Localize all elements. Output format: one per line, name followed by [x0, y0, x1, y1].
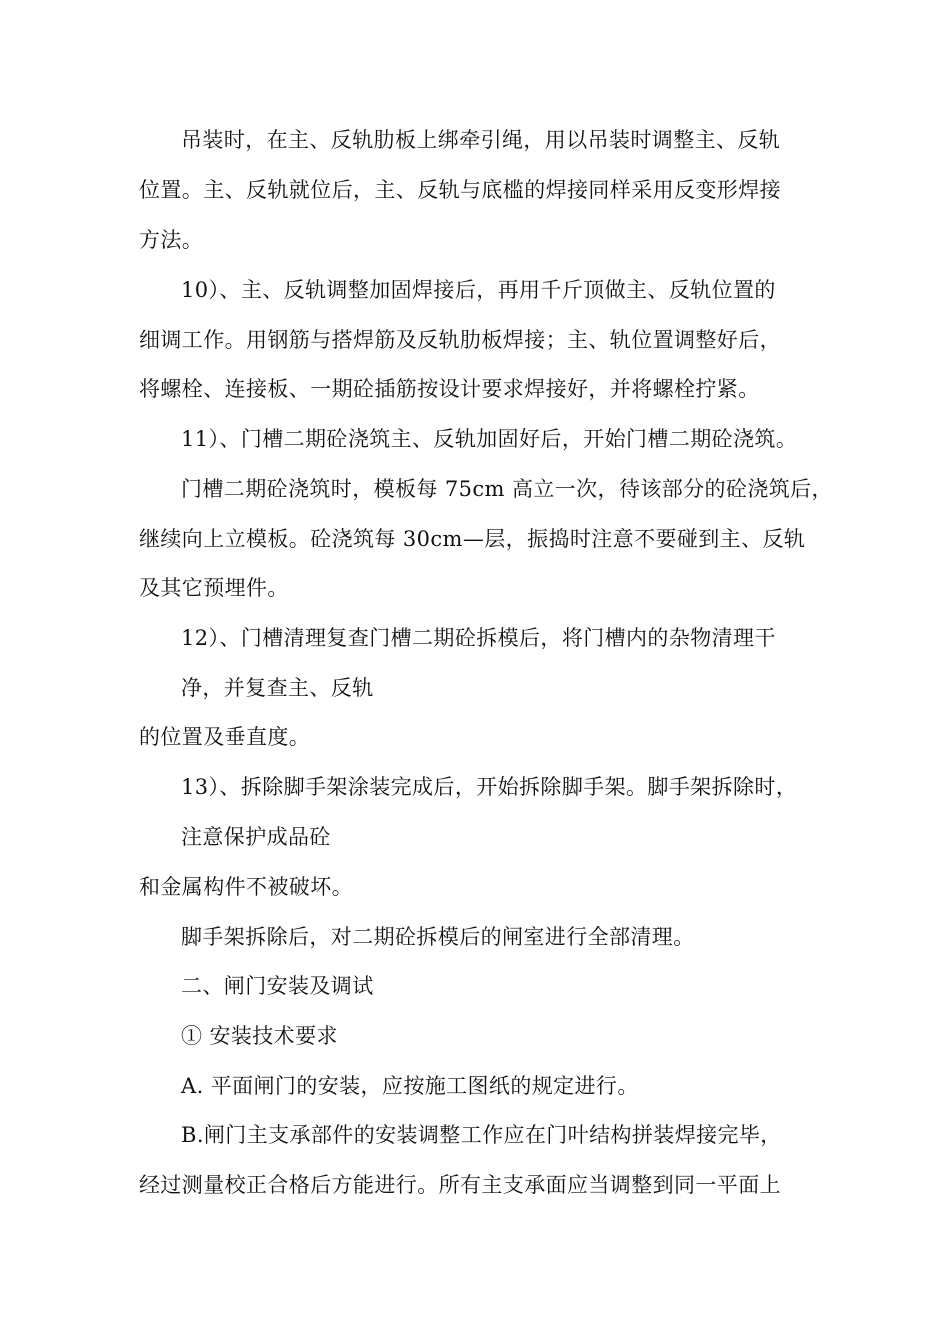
paragraph-line: 继续向上立模板。砼浇筑每 30cm—层，振捣时注意不要碰到主、反轨: [139, 527, 806, 551]
paragraph-line: 10）、主、反轨调整加固焊接后，再用千斤顶做主、反轨位置的: [181, 278, 776, 302]
paragraph-line: 13）、拆除脚手架涂装完成后，开始拆除脚手架。脚手架拆除时，: [181, 775, 798, 799]
paragraph-line: 12）、门槽清理复查门槽二期砼拆模后，将门槽内的杂物清理干: [181, 626, 776, 650]
paragraph-line: B.闸门主支承部件的安装调整工作应在门叶结构拼装焊接完毕，: [181, 1123, 782, 1147]
paragraph-line: 将螺栓、连接板、一期砼插筋按设计要求焊接好，并将螺栓拧紧。: [139, 377, 760, 401]
paragraph-line: 位置。主、反轨就位后，主、反轨与底槛的焊接同样采用反变形焊接: [139, 178, 781, 202]
subsection-heading: ① 安装技术要求: [181, 1024, 338, 1048]
paragraph-line: 细调工作。用钢筋与搭焊筋及反轨肋板焊接；主、轨位置调整好后，: [139, 328, 781, 352]
paragraph-line: 吊装时，在主、反轨肋板上绑牵引绳，用以吊装时调整主、反轨: [181, 128, 781, 152]
paragraph-line: 脚手架拆除后，对二期砼拆模后的闸室进行全部清理。: [181, 925, 695, 949]
paragraph-line: 及其它预埋件。: [139, 576, 289, 600]
paragraph-line: 和金属构件不被破坏。: [139, 875, 353, 899]
paragraph-line: 方法。: [139, 228, 204, 252]
paragraph-line: 经过测量校正合格后方能进行。所有主支承面应当调整到同一平面上: [139, 1173, 781, 1197]
paragraph-line: 的位置及垂直度。: [139, 725, 311, 749]
section-heading: 二、闸门安装及调试: [181, 974, 374, 998]
paragraph-line: 门槽二期砼浇筑时，模板每 75cm 高立一次，待该部分的砼浇筑后，: [181, 477, 833, 501]
paragraph-line: A. 平面闸门的安装，应按施工图纸的规定进行。: [181, 1074, 639, 1098]
paragraph-line: 净，并复查主、反轨: [181, 676, 374, 700]
paragraph-line: 注意保护成品砼: [181, 825, 331, 849]
paragraph-line: 11）、门槽二期砼浇筑主、反轨加固好后，开始门槽二期砼浇筑。: [181, 427, 798, 451]
